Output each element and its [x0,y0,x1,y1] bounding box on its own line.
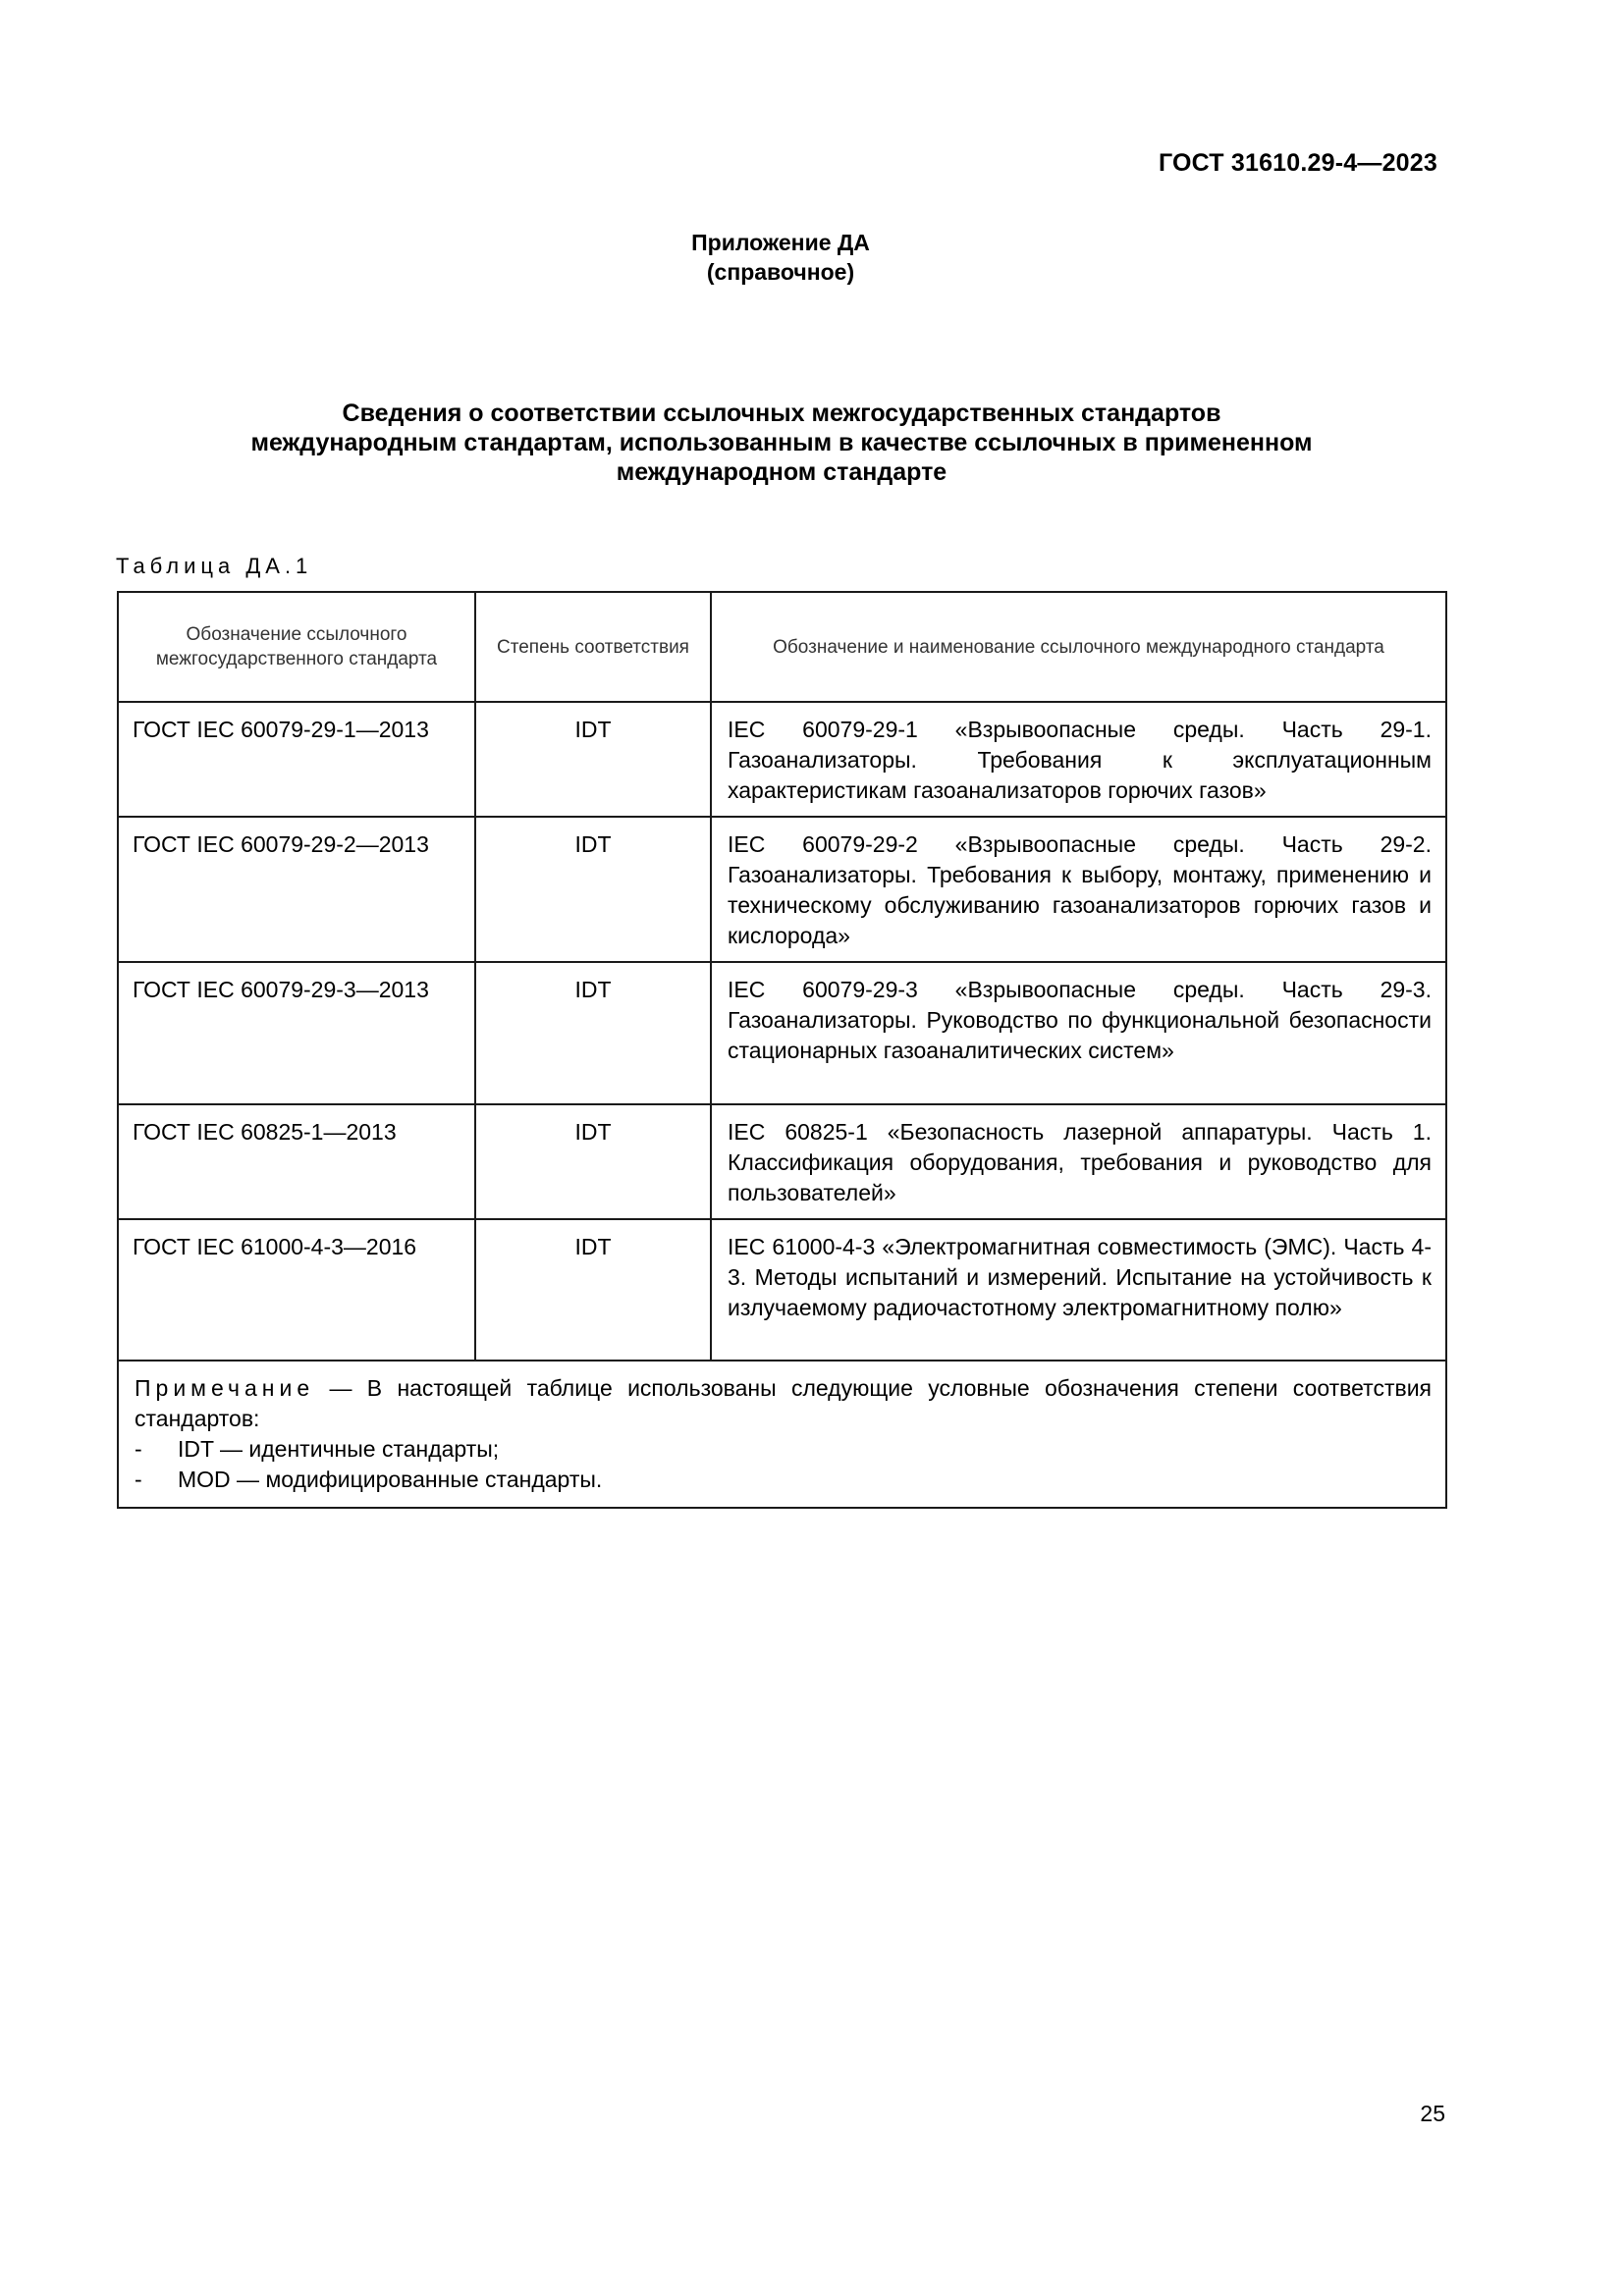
heading-line: Сведения о соответствии ссылочных межгосударственных стандартов [342,400,1221,427]
table-note [118,1361,1446,1508]
note-text: — В настоящей таблице использованы следующие условные обозначения степени соответствия стандартов: [135,1375,1432,1431]
cell-degree: IDT [475,962,711,1104]
note-paragraph [135,1373,1432,1434]
cell-degree: IDT [475,702,711,817]
cell-description: IEC 60079-29-1 «Взрывоопасные среды. Часть 29-1. Газоанализаторы. Требования к эксплуатационным характеристикам газоанализаторов горючих газов» [711,702,1446,817]
cell-degree: IDT [475,817,711,962]
cell-code: ГОСТ IEC 60079-29-1—2013 [118,702,475,817]
table-row [118,962,1446,1104]
reference-standards-table [117,591,1447,1509]
heading-line: международном стандарте [616,458,947,486]
table-row [118,817,1446,962]
header-code: Обозначение ссылочного межгосударственного стандарта [118,592,475,702]
cell-degree: IDT [475,1219,711,1361]
cell-description: IEC 60825-1 «Безопасность лазерной аппаратуры. Часть 1. Классификация оборудования, требования и руководство для пользователей» [711,1104,1446,1219]
cell-description: IEC 60079-29-2 «Взрывоопасные среды. Часть 29-2. Газоанализаторы. Требования к выбору, монтажу, применению и техническому обслуживанию газоанализаторов горючих газов и кислорода» [711,817,1446,962]
list-dash: - [135,1467,142,1492]
cell-description: IEC 60079-29-3 «Взрывоопасные среды. Часть 29-3. Газоанализаторы. Руководство по функциональной безопасности стационарных газоаналитических систем» [711,962,1446,1104]
cell-code: ГОСТ IEC 61000-4-3—2016 [118,1219,475,1361]
appendix-block [0,228,1561,287]
table-header-row [118,592,1446,702]
cell-code: ГОСТ IEC 60079-29-2—2013 [118,817,475,962]
note-item-text: IDT — идентичные стандарты; [178,1436,500,1462]
cell-description: IEC 61000-4-3 «Электромагнитная совместимость (ЭМС). Часть 4-3. Методы испытаний и измерений. Испытание на устойчивость к излучаемому радиочастотному электромагнитному полю» [711,1219,1446,1361]
note-title: Примечание [135,1375,315,1401]
heading-line: международным стандартам, использованным в качестве ссылочных в примененном [250,429,1313,456]
appendix-title: Приложение ДА [691,230,870,255]
note-item [135,1465,1432,1495]
standard-id: ГОСТ 31610.29-4—2023 [1158,149,1437,177]
table-row [118,1219,1446,1361]
appendix-type: (справочное) [706,259,855,285]
note-item [135,1434,1432,1465]
cell-degree: IDT [475,1104,711,1219]
section-heading [118,399,1445,487]
table-label: Таблица ДА.1 [116,554,313,578]
header-description: Обозначение и наименование ссылочного международного стандарта [711,592,1446,702]
table-note-row [118,1361,1446,1508]
cell-code: ГОСТ IEC 60825-1—2013 [118,1104,475,1219]
cell-code: ГОСТ IEC 60079-29-3—2013 [118,962,475,1104]
header-degree: Степень соответствия [475,592,711,702]
list-dash: - [135,1436,142,1462]
table-row [118,1104,1446,1219]
page-number: 25 [1420,2101,1445,2126]
table-row [118,702,1446,817]
note-item-text: MOD — модифицированные стандарты. [178,1467,603,1492]
